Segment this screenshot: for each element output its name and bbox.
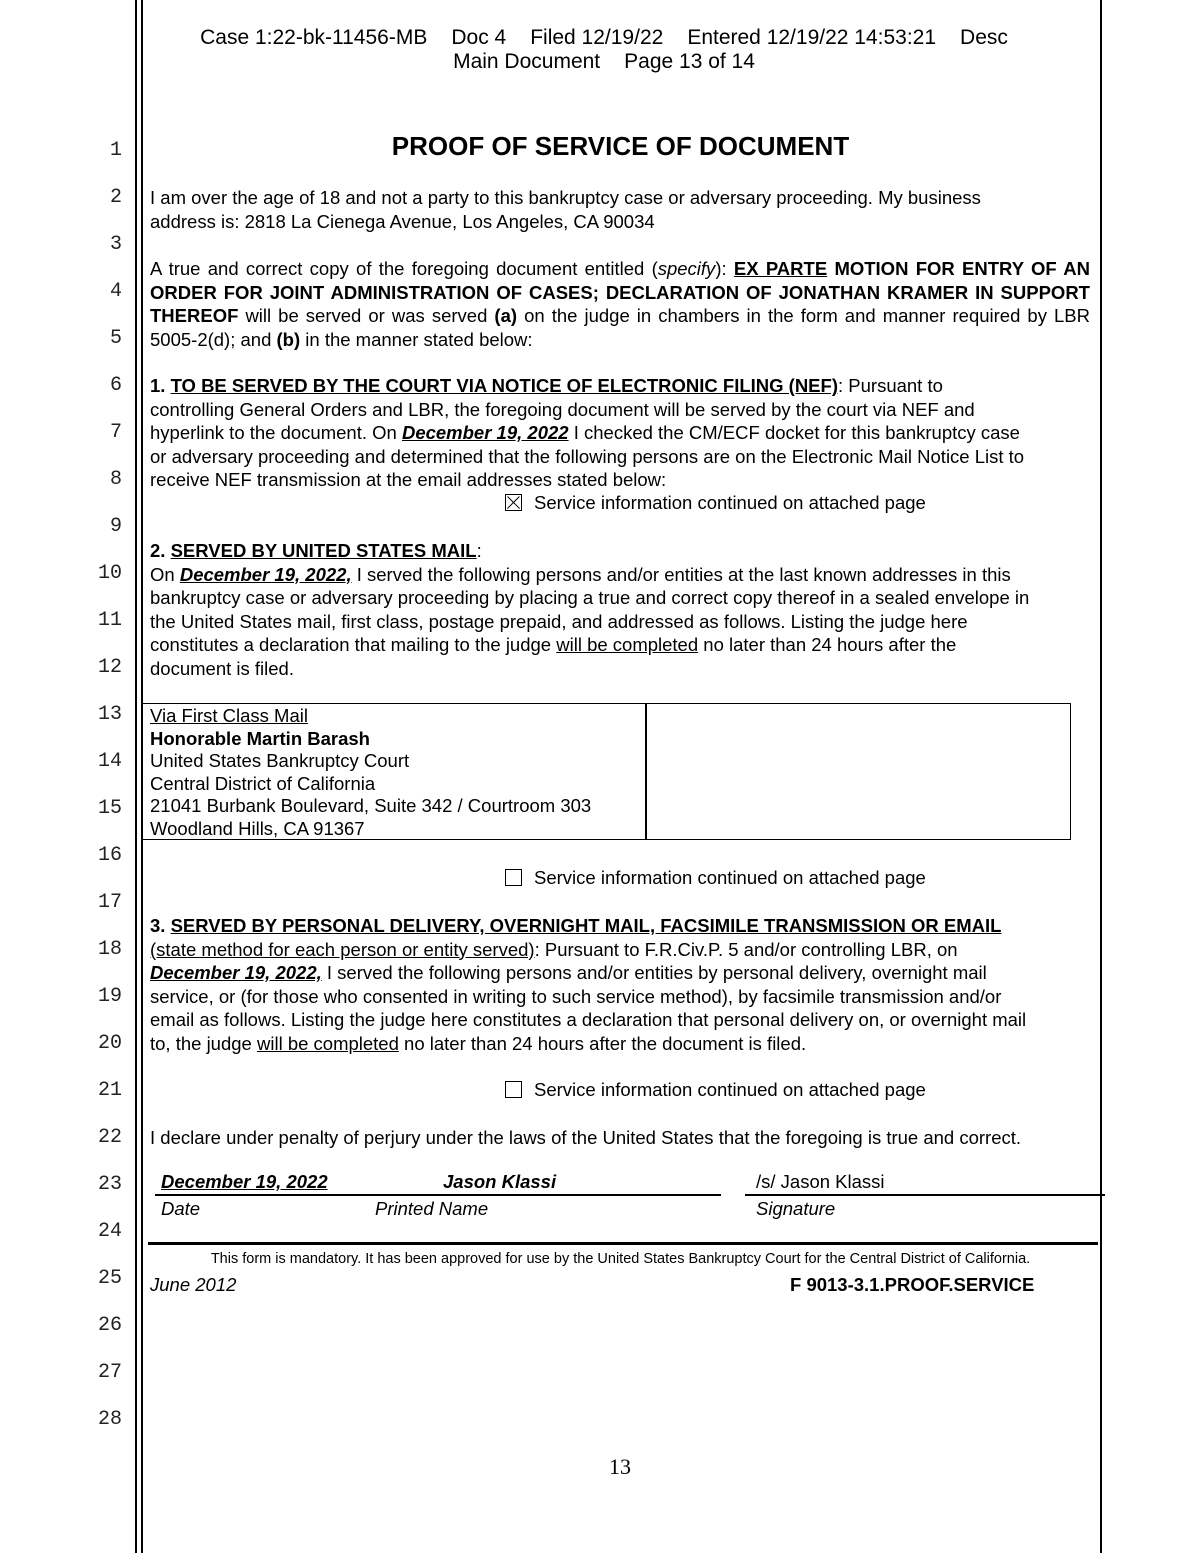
section-2 — [150, 539, 1090, 680]
recipient-city: Woodland Hills, CA 91367 — [150, 817, 365, 839]
state-method-note: (state method for each person or entity served) — [150, 938, 535, 960]
specify-label: specify — [657, 258, 716, 279]
signature-label: Signature — [756, 1198, 836, 1219]
service-date: December 19, 2022 — [401, 422, 569, 443]
text-line: bankruptcy case or adversary proceeding by placing a true and correct copy thereof in a sealed envelope in — [150, 587, 1030, 608]
margin-rule-left-outer — [135, 0, 137, 1553]
text-run: : Pursuant to F.R.Civ.P. 5 and/or controlling LBR, on — [534, 938, 958, 960]
line-number: 20 — [97, 1032, 122, 1055]
line-number: 28 — [97, 1408, 122, 1431]
filing-header — [148, 26, 1060, 74]
line-number: 22 — [97, 1126, 122, 1149]
service-date: December 19, 2022, — [150, 962, 322, 983]
text-run: hyperlink to the document. On — [150, 422, 402, 443]
form-mandatory-notice: This form is mandatory. It has been approved for use by the United States Bankruptcy Court for the Central District of California. — [210, 1251, 1031, 1267]
section-number: 1. — [150, 375, 171, 396]
printed-name — [443, 1171, 556, 1193]
text-run: to, the judge — [150, 1032, 257, 1054]
text-run: ): — [715, 258, 734, 279]
line-number: 26 — [97, 1314, 122, 1337]
main-document-label: Main Document — [453, 50, 601, 73]
text-line: service, or (for those who consented in writing to such service method), by facsimile transmission and/or — [150, 985, 1002, 1007]
text-line: the United States mail, first class, postage prepaid, and addressed as follows. Listing the judge here — [150, 610, 968, 632]
recipient-district: Central District of California — [150, 772, 376, 794]
section-3-heading: SERVED BY PERSONAL DELIVERY, OVERNIGHT MAIL, FACSIMILE TRANSMISSION OR EMAIL — [170, 915, 1002, 936]
text-run: On — [150, 563, 180, 585]
margin-rule-right — [1100, 0, 1102, 1553]
name-underline — [155, 1194, 721, 1196]
checkbox-label: Service information continued on attached page — [534, 1079, 926, 1100]
line-number: 15 — [97, 797, 122, 820]
line-number: 13 — [97, 703, 122, 726]
line-number: 17 — [97, 891, 122, 914]
table-divider — [645, 704, 647, 839]
printed-name-value: Jason Klassi — [443, 1171, 557, 1192]
text-line: or adversary proceeding and determined that the following persons are on the Electronic Mail Notice List to — [150, 445, 1025, 467]
line-number: 4 — [109, 280, 122, 303]
line-number: 1 — [109, 139, 122, 162]
case-number: Case 1:22-bk-11456-MB — [200, 26, 428, 49]
desc-label: Desc — [960, 26, 1008, 49]
will-be-completed: will be completed — [556, 634, 699, 655]
text-run: constitutes a declaration that mailing to the judge — [150, 634, 557, 655]
recipient-name: Honorable Martin Barash — [150, 727, 370, 749]
text-run: A true and correct copy of the foregoing document entitled ( — [150, 258, 658, 279]
line-number: 23 — [97, 1173, 122, 1196]
line-number: 6 — [109, 374, 122, 397]
form-date: June 2012 — [150, 1274, 237, 1295]
filed-date: Filed 12/19/22 — [530, 26, 664, 49]
text-run: in the manner stated below: — [300, 328, 533, 350]
text-run: I served the following persons and/or entities by personal delivery, overnight mail — [321, 962, 987, 983]
page-indicator: Page 13 of 14 — [624, 50, 755, 73]
text-line: document is filed. — [150, 657, 294, 679]
line-number: 7 — [109, 421, 122, 444]
line-number: 11 — [97, 609, 122, 632]
text-line: controlling General Orders and LBR, the foregoing document will be served by the court via NEF and — [150, 398, 975, 420]
checkbox-label: Service information continued on attached page — [534, 867, 926, 888]
document-title: MOTION FOR ENTRY OF AN ORDER FOR JOINT ADMINISTRATION OF CASES; DECLARATION OF JONATHAN KRAMER IN SUPPORT THEREOF — [150, 258, 1090, 326]
section-3-continued-checkbox[interactable] — [505, 1079, 926, 1101]
section-number: 3. — [150, 915, 171, 936]
ex-parte-label: EX PARTE — [733, 258, 828, 279]
page-number: 13 — [609, 1454, 631, 1479]
service-date: December 19, 2022, — [179, 563, 352, 585]
unchecked-box-icon[interactable] — [505, 1081, 522, 1098]
text-run: will be served or was served — [238, 305, 495, 326]
line-number: 12 — [97, 656, 122, 679]
line-number: 9 — [109, 515, 122, 538]
entered-date: Entered 12/19/22 14:53:21 — [687, 26, 937, 49]
section-1 — [150, 374, 1090, 492]
intro-line-1: I am over the age of 18 and not a party to this bankruptcy case or adversary proceeding. My business — [150, 187, 981, 208]
text-line: receive NEF transmission at the email addresses stated below: — [150, 469, 667, 490]
line-number: 2 — [109, 186, 122, 209]
text-run: : — [476, 540, 482, 561]
line-number: 25 — [97, 1267, 122, 1290]
unchecked-box-icon[interactable] — [505, 869, 522, 886]
recipient-court: United States Bankruptcy Court — [150, 750, 410, 771]
footer-rule — [148, 1242, 1098, 1245]
line-number: 24 — [97, 1220, 122, 1243]
line-number: 14 — [97, 750, 122, 773]
judge-address — [150, 705, 591, 840]
line-number: 16 — [97, 844, 122, 867]
text-run: no later than 24 hours after the document is filed. — [398, 1032, 807, 1054]
intro-line-2: address is: 2818 La Cienega Avenue, Los Angeles, CA 90034 — [150, 210, 655, 232]
text-run: no later than 24 hours after the — [698, 634, 957, 655]
page-title: PROOF OF SERVICE OF DOCUMENT — [391, 131, 850, 161]
line-number: 18 — [97, 938, 122, 961]
line-number: 5 — [109, 327, 122, 350]
clause-b: (b) — [276, 328, 301, 350]
line-number: 27 — [97, 1361, 122, 1384]
clause-a: (a) — [494, 305, 518, 326]
signature-date-value: December 19, 2022 — [161, 1171, 328, 1192]
text-line: email as follows. Listing the judge here constitutes a declaration that personal delivery on, or overnight mail — [150, 1009, 1027, 1030]
section-1-heading: TO BE SERVED BY THE COURT VIA NOTICE OF ELECTRONIC FILING (NEF) — [170, 375, 838, 396]
mail-method: Via First Class Mail — [150, 705, 308, 726]
recipient-address: 21041 Burbank Boulevard, Suite 342 / Courtroom 303 — [150, 795, 592, 816]
checked-box-icon[interactable] — [505, 494, 522, 511]
date-label: Date — [161, 1198, 201, 1219]
line-number: 8 — [109, 468, 122, 491]
signature: /s/ Jason Klassi — [756, 1171, 885, 1192]
declaration-statement: I declare under penalty of perjury under the laws of the United States that the foregoing is true and correct. — [150, 1127, 1022, 1148]
form-id: F 9013-3.1.PROOF.SERVICE — [790, 1274, 1035, 1295]
line-number: 21 — [97, 1079, 122, 1102]
printed-name-label: Printed Name — [375, 1198, 489, 1219]
checkbox-label: Service information continued on attached page — [534, 492, 926, 513]
document-title-paragraph — [150, 257, 1090, 351]
doc-number: Doc 4 — [451, 26, 507, 49]
text-run: I checked the CM/ECF docket for this bankruptcy case — [568, 422, 1020, 443]
signature-date — [161, 1171, 328, 1193]
section-1-continued-checkbox[interactable] — [505, 492, 926, 514]
section-number: 2. — [150, 540, 171, 561]
line-number: 10 — [97, 562, 122, 585]
section-2-heading: SERVED BY UNITED STATES MAIL — [170, 540, 477, 561]
section-2-continued-checkbox[interactable] — [505, 867, 926, 889]
text-run: on the judge in chambers in the form and manner required by LBR 5005-2(d); and — [150, 305, 1090, 350]
line-number: 3 — [109, 233, 122, 256]
text-run: : Pursuant to — [838, 375, 943, 396]
line-number: 19 — [97, 985, 122, 1008]
will-be-completed: will be completed — [256, 1032, 399, 1054]
signature-underline — [745, 1194, 1105, 1196]
section-3 — [150, 914, 1090, 1055]
intro-paragraph — [150, 186, 1090, 233]
text-run: I served the following persons and/or entities at the last known addresses in this — [351, 563, 1011, 585]
